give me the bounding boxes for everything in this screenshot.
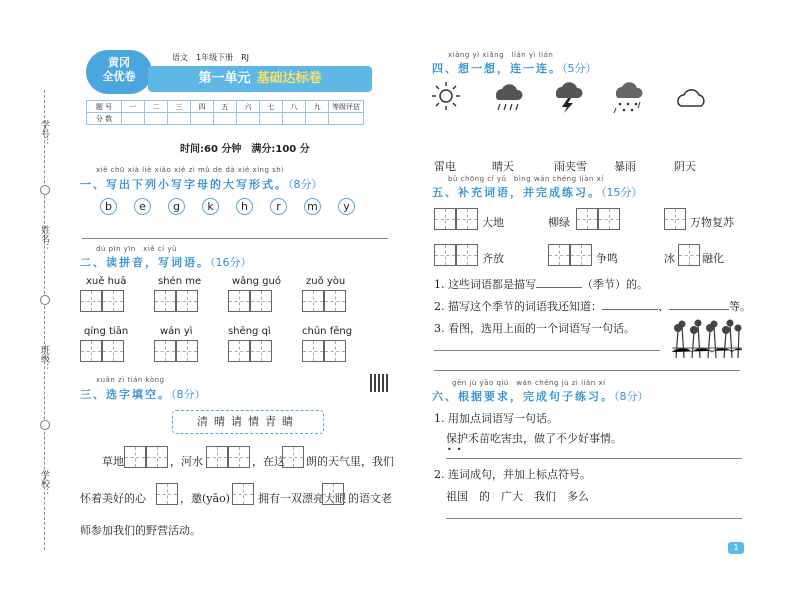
score-cell[interactable] bbox=[191, 113, 214, 125]
fill-box[interactable] bbox=[228, 446, 250, 468]
sun-icon bbox=[432, 82, 460, 110]
fill-box[interactable] bbox=[434, 208, 456, 230]
s3-text: 的语文老 bbox=[348, 492, 392, 505]
fill-box[interactable] bbox=[146, 446, 168, 468]
fill-box[interactable] bbox=[664, 208, 686, 230]
s3-pinyin: xuǎn zì tián kòng bbox=[96, 376, 165, 384]
s6-q2: 2. 连词成句，并加上标点符号。 bbox=[434, 468, 591, 481]
fill-box[interactable] bbox=[548, 244, 570, 266]
s3-text: 草地 bbox=[102, 455, 124, 468]
s6-score: （8分） bbox=[614, 390, 649, 403]
character-options: 清晴请情青睛 bbox=[172, 410, 324, 434]
weather-icons bbox=[432, 80, 722, 114]
pinyin-word: qíng tiān bbox=[84, 326, 129, 337]
logo-line-1: 黄冈 bbox=[108, 56, 130, 69]
table-cell: 九 bbox=[306, 101, 329, 113]
score-table-header-row bbox=[87, 101, 364, 113]
s6-q1: 1. 用加点词语写一句话。 bbox=[434, 412, 558, 425]
tianzige-box[interactable] bbox=[302, 290, 324, 312]
score-cell[interactable] bbox=[306, 113, 329, 125]
s1-score: （8分） bbox=[288, 178, 323, 191]
weather-label: 晴天 bbox=[492, 160, 514, 173]
s3-text: ，邀(yāo) bbox=[180, 492, 230, 505]
s3-score: （8分） bbox=[171, 388, 206, 401]
s5-answer-line[interactable] bbox=[434, 350, 660, 351]
s4-title-text: 四、想一想，连一连。 bbox=[432, 62, 562, 75]
logo-line-2: 全优卷 bbox=[102, 70, 136, 83]
time-and-score-line: 时间:60 分钟 满分:100 分 bbox=[180, 144, 310, 155]
s2-score: （16分） bbox=[210, 256, 252, 269]
pinyin-word: wán yì bbox=[160, 326, 193, 337]
table-cell: 七 bbox=[260, 101, 283, 113]
tianzige-box[interactable] bbox=[102, 290, 124, 312]
tianzige-box[interactable] bbox=[80, 290, 102, 312]
fill-box[interactable] bbox=[322, 483, 344, 505]
s5-score: （15分） bbox=[601, 186, 643, 199]
s5-q2-text: 2. 描写这个季节的词语我还知道： bbox=[434, 300, 602, 313]
table-cell: 三 bbox=[168, 101, 191, 113]
s5-pinyin: bǔ chōng cí yǔ bìng wán chéng liàn xí bbox=[448, 175, 604, 183]
unit-title-banner bbox=[148, 66, 372, 92]
s3-title-text: 三、选字填空。 bbox=[80, 388, 171, 401]
fill-box[interactable] bbox=[678, 244, 700, 266]
s5-word: 冰 bbox=[664, 252, 675, 265]
s4-pinyin: xiǎng yì xiǎng lián yì lián bbox=[448, 51, 554, 59]
letter-k: k bbox=[202, 198, 219, 215]
fill-box[interactable] bbox=[156, 483, 178, 505]
table-cell: 八 bbox=[283, 101, 306, 113]
pinyin-word: shēng qì bbox=[228, 326, 271, 337]
tianzige-box[interactable] bbox=[250, 340, 272, 362]
tianzige-box[interactable] bbox=[324, 290, 346, 312]
letter-b: b bbox=[100, 198, 117, 215]
tianzige-box[interactable] bbox=[102, 340, 124, 362]
page-number: 1 bbox=[728, 542, 744, 554]
s5-q2-sep: 、 bbox=[658, 300, 669, 313]
table-cell: 五 bbox=[214, 101, 237, 113]
fill-box[interactable] bbox=[598, 208, 620, 230]
pinyin-word: wǎng guó bbox=[232, 276, 281, 287]
fill-box[interactable] bbox=[456, 244, 478, 266]
fill-box[interactable] bbox=[434, 244, 456, 266]
qr-code[interactable] bbox=[370, 374, 388, 392]
score-cell[interactable] bbox=[168, 113, 191, 125]
score-cell[interactable] bbox=[283, 113, 306, 125]
score-cell[interactable] bbox=[214, 113, 237, 125]
fill-box[interactable] bbox=[456, 208, 478, 230]
s6-pinyin: gēn jù yāo qiú wán chéng jù zi liàn xí bbox=[452, 379, 606, 387]
pinyin-word: shén me bbox=[158, 276, 202, 287]
s5-title-text: 五、补充词语，并完成练习。 bbox=[432, 186, 601, 199]
tianzige-box[interactable] bbox=[80, 340, 102, 362]
subject-line: 语文 1年级下册 RJ bbox=[172, 53, 250, 62]
table-cell: 四 bbox=[191, 101, 214, 113]
s3-text: 师参加我们的野营活动。 bbox=[80, 524, 201, 537]
s6-title bbox=[432, 388, 649, 404]
tianzige-box[interactable] bbox=[250, 290, 272, 312]
s5-q1-text: 1. 这些词语都是描写 bbox=[434, 278, 536, 291]
s2-pinyin: dú pīn yīn xiě cí yǔ bbox=[96, 245, 177, 253]
pinyin-word: zuǒ yòu bbox=[306, 276, 346, 287]
thunderstorm-icon bbox=[556, 82, 583, 113]
weather-label: 阴天 bbox=[674, 160, 696, 173]
score-cell[interactable] bbox=[145, 113, 168, 125]
s3-text: ，河水 bbox=[170, 455, 203, 468]
s1-title-text: 一、写出下列小写字母的大写形式。 bbox=[80, 178, 288, 191]
s6-q1-sentence: 保护禾苗吃害虫，做了不少好事情。 bbox=[446, 432, 622, 445]
s5-q1 bbox=[434, 276, 648, 292]
s2-title bbox=[80, 254, 252, 270]
letter-r: r bbox=[270, 198, 287, 215]
score-table bbox=[86, 100, 364, 125]
fill-box[interactable] bbox=[206, 446, 228, 468]
s3-text: 怀着美好的心 bbox=[80, 492, 146, 505]
s6-q2-words: 祖国 的 广大 我们 多么 bbox=[446, 490, 589, 503]
score-cell[interactable] bbox=[329, 113, 364, 125]
letter-h: h bbox=[236, 198, 253, 215]
s1-pinyin: xiě chū xià liè xiǎo xiě zì mǔ de dà xiě xíng shì bbox=[96, 166, 284, 174]
binding-hole bbox=[40, 185, 50, 195]
sleet-icon bbox=[614, 82, 643, 113]
weather-label: 暴雨 bbox=[614, 160, 636, 173]
s1-answer-line[interactable] bbox=[82, 238, 388, 239]
s5-q2-blank[interactable] bbox=[602, 309, 658, 310]
s5-q2 bbox=[434, 298, 751, 314]
weather-label: 雨夹雪 bbox=[554, 160, 587, 173]
s4-score: （5分） bbox=[562, 62, 597, 75]
table-cell: 题 号 bbox=[87, 101, 122, 113]
s3-text: 朗的天气里，我们 bbox=[306, 455, 394, 468]
s5-word: 柳绿 bbox=[548, 216, 570, 229]
tianzige-box[interactable] bbox=[154, 290, 176, 312]
s5-word: 万物复苏 bbox=[690, 216, 734, 229]
tianzige-box[interactable] bbox=[302, 340, 324, 362]
fill-box[interactable] bbox=[232, 483, 254, 505]
s3-text: 拥有一双漂亮大眼 bbox=[258, 492, 346, 505]
brand-logo bbox=[86, 50, 152, 94]
student-id-label: 学号： bbox=[39, 120, 49, 147]
tianzige-box[interactable] bbox=[228, 290, 250, 312]
binding-hole bbox=[40, 295, 50, 305]
score-table-score-row bbox=[87, 113, 364, 125]
unit-title: 第一单元 bbox=[198, 71, 251, 86]
s1-title bbox=[80, 176, 323, 192]
s5-word: 争鸣 bbox=[596, 252, 618, 265]
letter-y: y bbox=[338, 198, 355, 215]
fill-box[interactable] bbox=[124, 446, 146, 468]
name-label: 姓名： bbox=[39, 225, 49, 252]
table-cell: 二 bbox=[145, 101, 168, 113]
s5-q1-blank[interactable] bbox=[536, 287, 582, 288]
tianzige-box[interactable] bbox=[324, 340, 346, 362]
rain-cloud-icon bbox=[496, 84, 523, 110]
pinyin-word: chūn fēng bbox=[302, 326, 353, 337]
binding-hole bbox=[40, 420, 50, 430]
s2-title-text: 二、读拼音，写词语。 bbox=[80, 256, 210, 269]
s5-q2-blank[interactable] bbox=[669, 309, 729, 310]
score-cell[interactable] bbox=[260, 113, 283, 125]
score-cell[interactable] bbox=[237, 113, 260, 125]
flowers-illustration bbox=[672, 318, 742, 358]
score-cell[interactable] bbox=[122, 113, 145, 125]
s5-word: 大地 bbox=[482, 216, 504, 229]
binding-strip bbox=[40, 90, 50, 550]
class-label: 班级： bbox=[39, 345, 49, 372]
fill-box[interactable] bbox=[570, 244, 592, 266]
weather-label: 雷电 bbox=[434, 160, 456, 173]
s5-q1-tail: （季节）的。 bbox=[582, 278, 648, 291]
s4-title bbox=[432, 60, 597, 76]
school-label: 学校： bbox=[39, 470, 49, 497]
letter-e: e bbox=[134, 198, 151, 215]
tianzige-box[interactable] bbox=[176, 340, 198, 362]
cloudy-icon bbox=[678, 90, 704, 106]
tianzige-box[interactable] bbox=[176, 290, 198, 312]
s5-answer-line[interactable] bbox=[434, 370, 740, 371]
s6-answer-line[interactable] bbox=[446, 518, 742, 519]
table-cell: 分 数 bbox=[87, 113, 122, 125]
fill-box[interactable] bbox=[282, 446, 304, 468]
fill-box[interactable] bbox=[576, 208, 598, 230]
letter-m: m bbox=[304, 198, 321, 215]
unit-subtitle: 基础达标卷 bbox=[256, 71, 322, 86]
table-cell: 六 bbox=[237, 101, 260, 113]
s5-q3: 3. 看图，选用上面的一个词语写一句话。 bbox=[434, 322, 635, 335]
table-cell: 等级评估 bbox=[329, 101, 364, 113]
s6-answer-line[interactable] bbox=[446, 458, 742, 459]
emphasis-dots: • • bbox=[447, 445, 462, 454]
tianzige-box[interactable] bbox=[154, 340, 176, 362]
s5-q2-tail: 等。 bbox=[729, 300, 751, 313]
s5-title bbox=[432, 184, 643, 200]
s5-word: 齐放 bbox=[482, 252, 504, 265]
letter-g: g bbox=[168, 198, 185, 215]
pinyin-word: xuě huā bbox=[86, 276, 127, 287]
s5-word: 融化 bbox=[702, 252, 724, 265]
s6-title-text: 六、根据要求，完成句子练习。 bbox=[432, 390, 614, 403]
tianzige-box[interactable] bbox=[228, 340, 250, 362]
s3-text: ，在这 bbox=[252, 455, 285, 468]
table-cell: 一 bbox=[122, 101, 145, 113]
s3-title bbox=[80, 386, 206, 402]
